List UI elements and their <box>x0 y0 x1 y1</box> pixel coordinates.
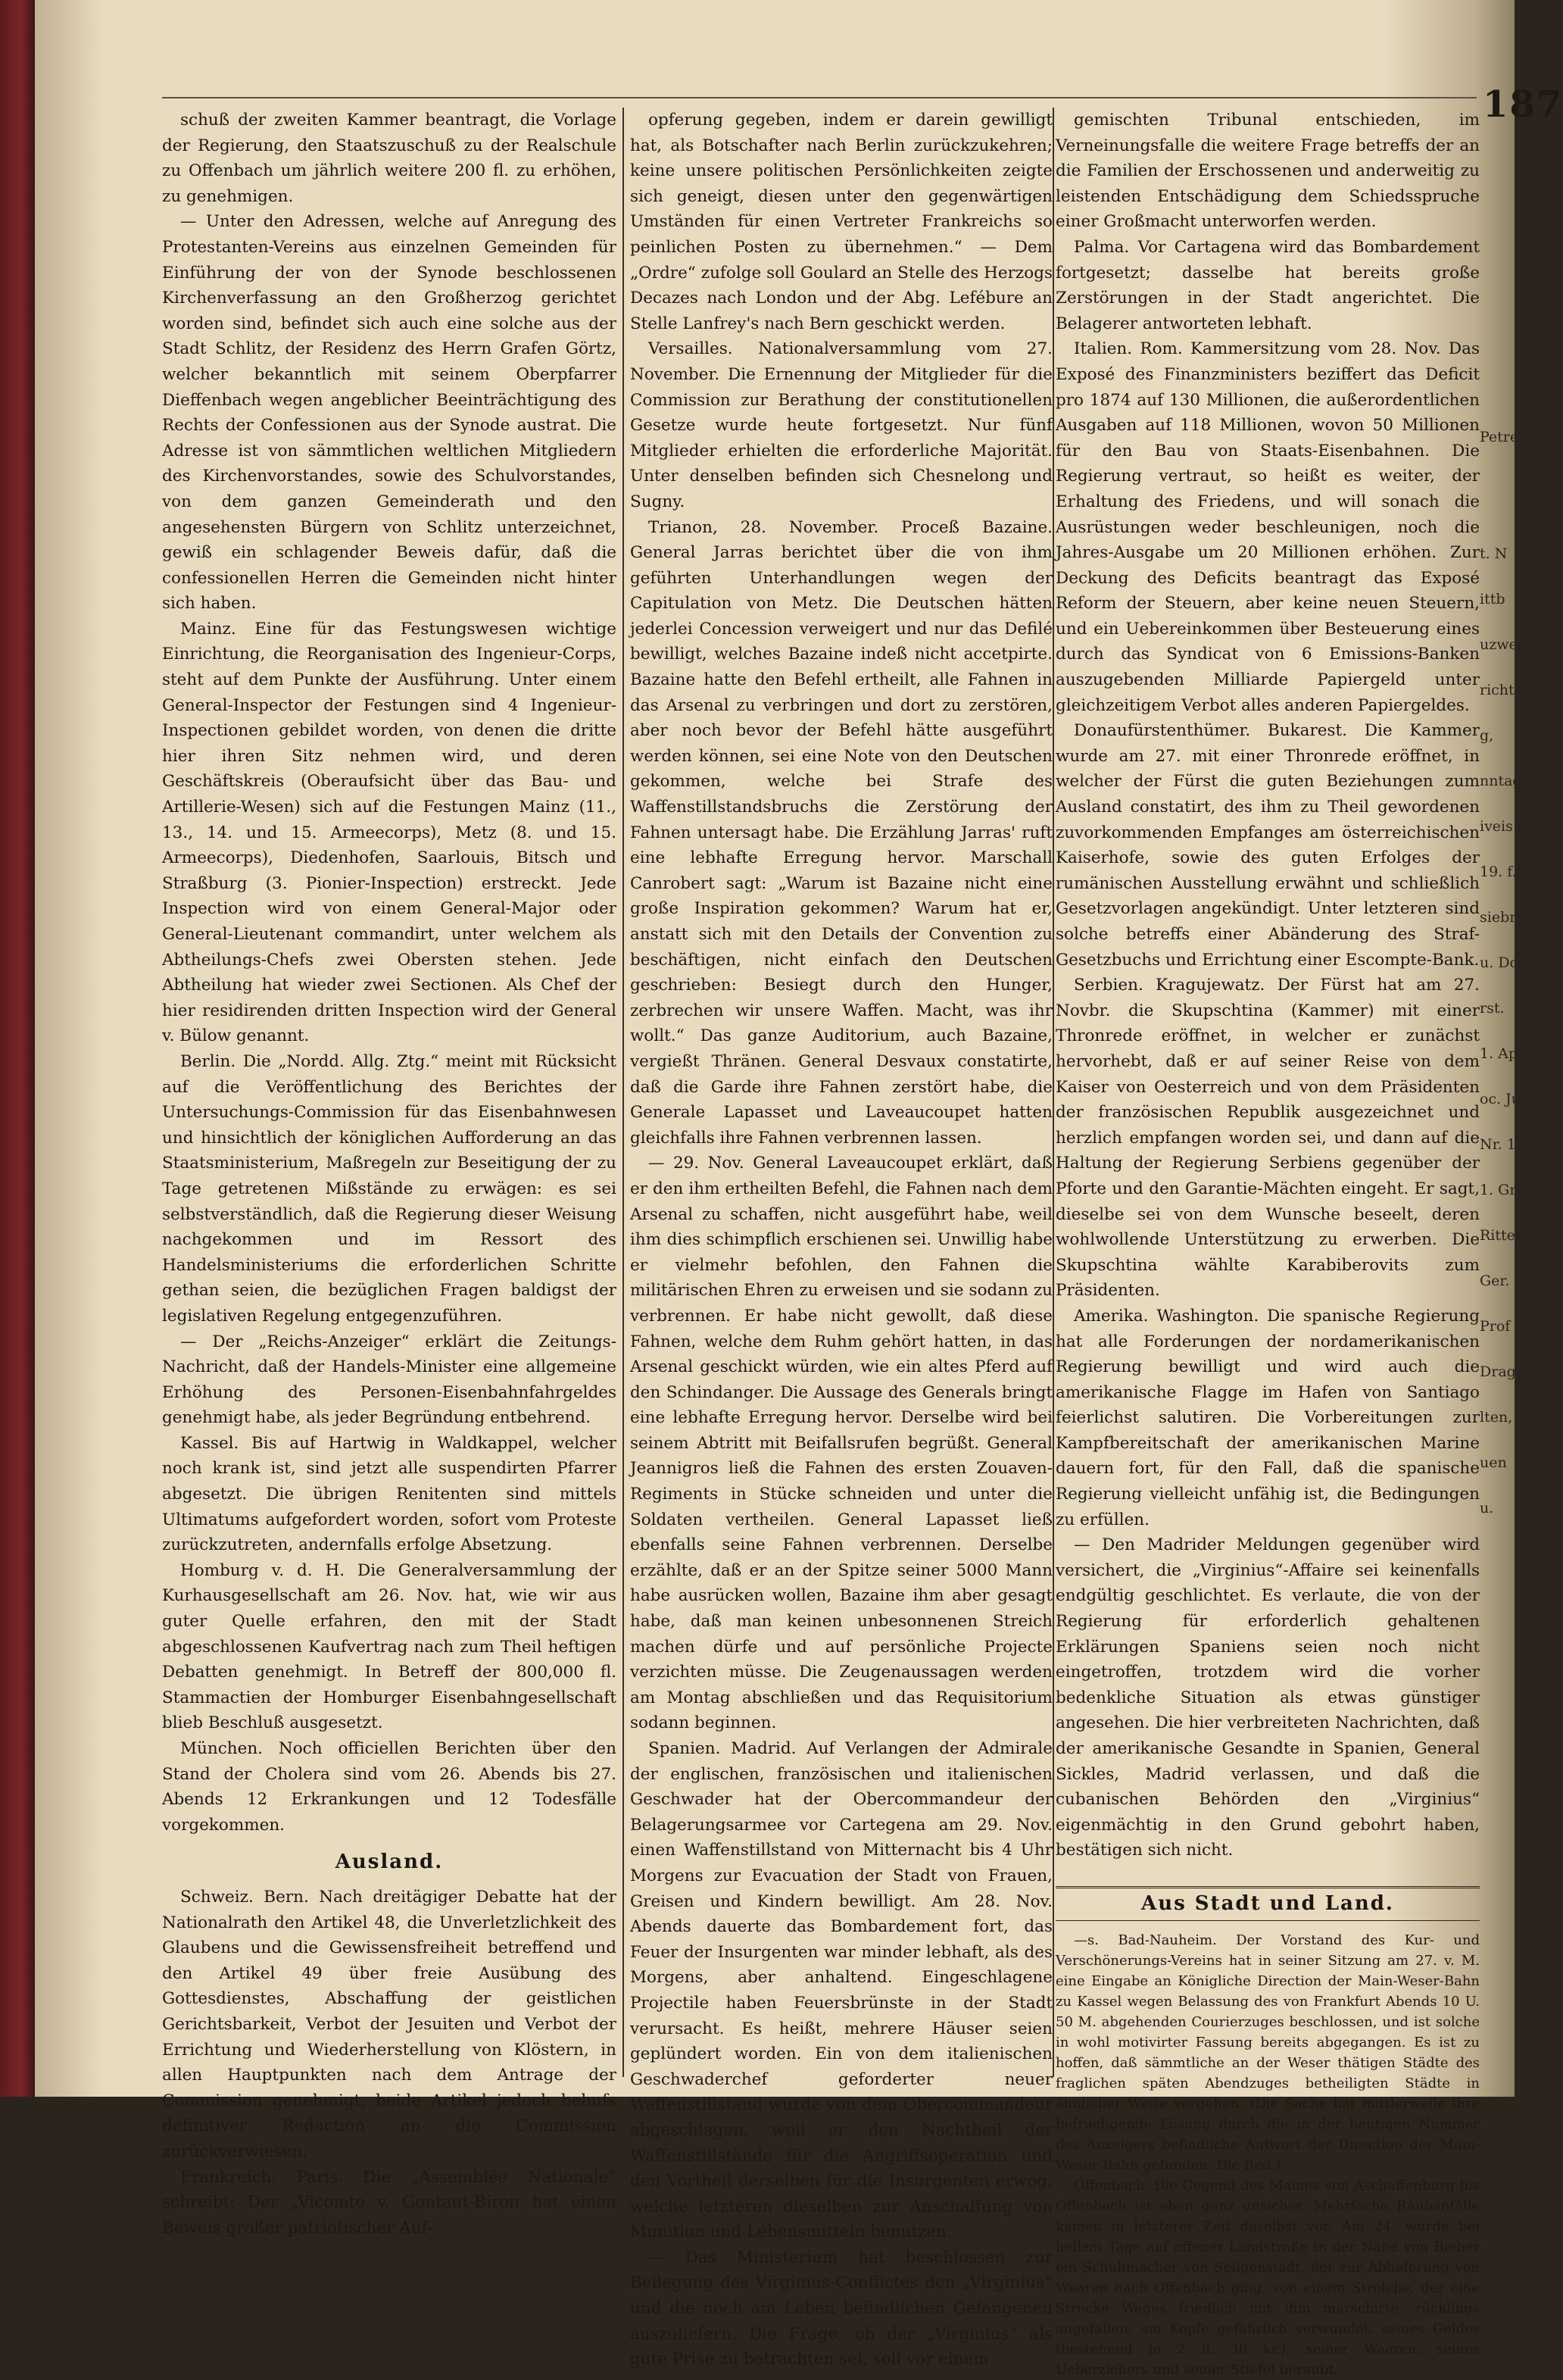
header-rule <box>162 97 1480 98</box>
margin-fragment: uen <box>1480 1454 1507 1471</box>
article-paragraph: Mainz. Eine für das Festungswesen wichtige Einrichtung, die Reorganisation des Ingenieur-Corps, steht auf dem Punkte der Ausführung. Unter einem General-Inspector der Festungen sind 4 Ingenieur-Inspectionen gebildet worden, von denen die dritte hier ihren Sitz nehmen wird, und deren Geschäftskreis (Oberaufsicht über das Bau- und Artillerie-Wesen) sich auf die Festungen Mainz (11., 13., 14. und 15. Armeecorps), Metz (8. und 15. Armeecorps), Diedenhofen, Saarlouis, Bitsch und Straßburg (3. Pionier-Inspection) erstreckt. Jede Inspection wird von einem General-Major oder General-Lieutenant commandirt, unter welchem als Abtheilungs-Chefs zwei Obersten stehen. Jede Abtheilung hat wieder zwei Sectionen. Als Chef der hier residirenden dritten Inspection wird der General v. Bülow genannt. <box>162 619 616 1046</box>
column-rule-1 <box>622 108 624 2077</box>
article-paragraph: Italien. Rom. Kammersitzung vom 28. Nov. Das Exposé des Finanzministers beziffert das Deficit pro 1874 auf 130 Millionen, die außerordentlichen Ausgaben auf 118 Millionen, wovon 50 Millionen für den Bau von Staats-Eisenbahnen. Die Regierung vertraut, so heißt es weiter, der Erhaltung des Friedens, und will sonach die Ausrüstungen weder beschleunigen, noch die Jahres-Ausgabe um 20 Millionen erhöhen. Zur Deckung des Deficits beantragt das Exposé Reform der Steuern, aber keine neuen Steuern, und ein Uebereinkommen über Besteuerung eines durch das Syndicat von 6 Emissions-Banken auszugebenden Milliarde Papiergeld unter gleichzeitigem Verbot alles anderen Papiergeldes. <box>1056 339 1480 715</box>
margin-fragment: Ger. <box>1480 1273 1510 1289</box>
article-paragraph: Palma. Vor Cartagena wird das Bombardement fortgesetzt; dasselbe hat bereits große Zerstörungen in der Stadt angerichtet. Die Belagerer antworteten lebhaft. <box>1056 237 1480 333</box>
article-paragraph: Frankreich. Paris. Die „Assemblée Nationale“ schreibt: Der „Vicomte v. Gontaut-Biron hat einen Beweis großer patriotischer Auf- <box>162 2167 616 2238</box>
margin-fragment: iveis <box>1480 818 1513 835</box>
article-paragraph: — Unter den Adressen, welche auf Anregung des Protestanten-Vereins aus einzelnen Gemeinden für Einführung der von der Synode beschlossenen Kirchenverfassung an den Großherzog gerichtet worden sind, befindet sich auch eine solche aus der Stadt Schlitz, der Residenz des Herrn Grafen Görtz, welcher bekanntlich mit seinem Oberpfarrer Dieffenbach wegen angeblicher Beeinträchtigung des Rechts der Confessionen aus der Synode austrat. Die Adresse ist von sämmtlichen weltlichen Mitgliedern des Kirchenvorstandes, sowie des Schulvorstandes, von dem ganzen Gemeinderath und den angesehensten Bürgern von Schlitz unterzeichnet, gewiß ein schlagender Beweis dafür, daß die confessionellen Herren die Gemeinden nicht hinter sich haben. <box>162 212 616 614</box>
next-page-margin-fragments <box>1480 424 1545 1712</box>
article-paragraph: Amerika. Washington. Die spanische Regierung hat alle Forderungen der nordamerikanischen Regierung bewilligt und wird auch die amerikanische Flagge im Hafen von Santiago feierlichst salutiren. Die Vorbereitungen zur Kampfbereitschaft der amerikanischen Marine dauern fort, für den Fall, daß die spanische Regierung vielleicht unfähig ist, die Bedingungen zu erfüllen. <box>1056 1306 1480 1529</box>
margin-fragment: Petrei <box>1480 429 1524 445</box>
scanner-binding-edge <box>0 0 35 2097</box>
margin-fragment: richtsb <box>1480 682 1531 698</box>
article-paragraph: Trianon, 28. November. Proceß Bazaine. General Jarras berichtet über die von ihm geführten Unterhandlungen wegen der Capitulation von Metz. Die Deutschen hätten jederlei Concession verweigert und nur das Defilé bewilligt, welches Bazaine indeß nicht accetpirte. Bazaine hatte den Befehl ertheilt, alle Fahnen in das Arsenal zu verbringen und dort zu zerstören, aber noch bevor der Befehl hätte ausgeführt werden können, sei eine Note von den Deutschen gekommen, welche bei Strafe des Waffenstillstandsbruchs die Zerstörung der Fahnen untersagt habe. Die Erzählung Jarras' ruft eine lebhafte Erregung hervor. Marschall Canrobert sagt: „Warum ist Bazaine nicht eine große Inspiration gekommen? Warum hat er, anstatt sich mit den Details der Convention zu beschäftigen, nicht einfach den Deutschen geschrieben: Besiegt durch den Hunger, zerbrechen wir unsere Waffen. Macht, was ihr wollt.“ Das ganze Auditorium, auch Bazaine, vergießt Thränen. General Desvaux constatirte, daß die Garde ihre Fahnen zerstört habe, die Generale Lapasset und Laveaucoupet hatten gleichfalls ihre Fahnen verbrennen lassen. <box>630 517 1053 1148</box>
margin-fragment: oc. Ju <box>1480 1091 1521 1107</box>
article-paragraph: gemischten Tribunal entschieden, im Verneinungsfalle die weitere Frage betreffs der an die Familien der Erschossenen und anderweitig zu leistenden Entschädigung dem Schiedsspruche einer Großmacht unterworfen werden. <box>1056 111 1480 232</box>
article-paragraph: — Den Madrider Meldungen gegenüber wird versichert, die „Virginius“-Affaire sei keinenfalls endgültig geschlichtet. Es verlaute, die von der Regierung für erforderlich gehaltenen Erklärungen Spaniens seien noch nicht eingetroffen, trotzdem wird die vorher bedenkliche Situation als etwas günstiger angesehen. Die hier verbreiteten Nachrichten, daß der amerikanische Gesandte in Spanien, General Sickles, Madrid verlassen, und daß die cubanischen Behörden den „Virginius“ eigenmächtig in den Grund gebohrt haben, bestätigen sich nicht. <box>1056 1535 1480 1860</box>
article-paragraph: — Der „Reichs-Anzeiger“ erklärt die Zeitungs-Nachricht, daß der Handels-Minister eine allgemeine Erhöhung des Personen-Eisenbahnfahrgeldes genehmigt habe, als jeder Begründung entbehrend. <box>162 1332 616 1428</box>
article-paragraph: Offenbach. Die Gegend des Maines von Aschaffenburg bis Offenbach ist eben ganz unsicher. Mehrfache Raubanfälle kamen in letzterer Zeit daselbst vor. Am 24. wurde bei hellem Tage auf offener Landstraße in der Nähe von Bieber ein Schuhmacher von Seligenstadt, der zur Ablieferung von Waaren nach Offenbach ging, von einem Strolche, der eine Strecke Weges friedlich mit ihm marschirte, rücklings angefallen, am Kopfe gefährlich verwundet, seines Geldes (bestehend in 2 fl. 30 kr.), seiner Waaren, seines Ueberziehers und seiner Stiefel beraubt. <box>1056 2177 1480 2378</box>
article-paragraph: Spanien. Madrid. Auf Verlangen der Admirale der englischen, französischen und italienischen Geschwader hat der Obercommandeur der Belagerungsarmee vor Cartegena am 29. Nov. einen Waffenstillstand von Mitternacht bis 4 Uhr Morgens zur Evacuation der Stadt von Frauen, Greisen und Kindern bewilligt. Am 28. Nov. Abends dauerte das Bombardement fort, das Feuer der Insurgenten war minder lebhaft, als des Morgens, aber anhaltend. Eingeschlagene Projectile haben Feuersbrünste in der Stadt verursacht. Es heißt, mehrere Häuser seien geplündert worden. Ein von dem italienischen Geschwaderchef geforderter neuer Waffenstillstand wurde von dem Obercommandeur abgeschlagen, weil er den Nachtheil der Waffenstillstände für die Angriffsoperation und den Vortheil derselben für die Insurgenten erwog, welche letzteren dieselben zur Anschaffung von Munition und Lebensmitteln benutzen. <box>630 1739 1053 2242</box>
column-3 <box>1056 108 1480 2378</box>
page-number: 187 <box>1483 83 1563 126</box>
article-paragraph: — Das Ministerium hat beschlossen zur Beilegung des Virginius-Conflictes den „Virginius“ und die noch am Leben befindlichen Gefangenen auszuliefern. Die Frage, ob der „Virginius“ als gute Prise zu betrachten sei, soll vor einem <box>630 2247 1053 2369</box>
margin-fragment: Drag <box>1480 1363 1516 1380</box>
margin-fragment: 19. f. <box>1480 864 1517 880</box>
margin-fragment: Nr. 1 <box>1480 1136 1516 1153</box>
article-paragraph: Versailles. Nationalversammlung vom 27. November. Die Ernennung der Mitglieder für die Commission zur Berathung der constitutionellen Gesetze wurde heute fortgesetzt. Nur fünf Mitglieder erhielten die erforderliche Majorität. Unter denselben befinden sich Chesnelong und Sugny. <box>630 339 1053 511</box>
margin-fragment: siebr <box>1480 909 1517 926</box>
article-paragraph: Kassel. Bis auf Hartwig in Waldkappel, welcher noch krank ist, sind jetzt alle suspendirten Pfarrer abgesetzt. Die übrigen Renitenten sind mittels Ultimatums aufgefordert worden, sofort vom Proteste zurückzutreten, andernfalls erfolge Absetzung. <box>162 1433 616 1555</box>
margin-fragment: lten, <box>1480 1409 1513 1426</box>
article-paragraph: schuß der zweiten Kammer beantragt, die Vorlage der Regierung, den Staatszuschuß zu der Realschule zu Offenbach um jährlich weitere 200 fl. zu erhöhen, zu genehmigen. <box>162 111 616 206</box>
margin-fragment: uzweigst <box>1480 636 1545 653</box>
article-paragraph: Homburg v. d. H. Die Generalversammlung der Kurhausgesellschaft am 26. Nov. hat, wie wir aus guter Quelle erfahren, den mit der Stadt abgeschlossenen Kaufvertrag nach zum Theil heftigen Debatten genehmigt. In Betreff der 800,000 fl. Stammactien der Homburger Eisenbahngesellschaft blieb Beschluß ausgesetzt. <box>162 1560 616 1733</box>
margin-fragment: t. N <box>1480 545 1508 562</box>
section-heading: Ausland. <box>335 1851 444 1874</box>
margin-fragment: ittb <box>1480 591 1505 607</box>
column-2 <box>630 108 1053 2369</box>
margin-fragment: Ritter <box>1480 1227 1522 1244</box>
article-paragraph: opferung gegeben, indem er darein gewilligt hat, als Botschafter nach Berlin zurückzukehren; keine unsere politischen Persönlichkeiten zeigte sich geneigt, diesen unter den gegenwärtigen Umständen für einen Vertreter Frankreichs so peinlichen Posten zu übernehmen.“ — Dem „Ordre“ zufolge soll Goulard an Stelle des Herzogs Decazes nach London und der Abg. Lefébure an Stelle Lanfrey's nach Bern geschickt werden. <box>630 111 1053 333</box>
margin-fragment: rst. <box>1480 1000 1505 1017</box>
article-paragraph: Serbien. Kragujewatz. Der Fürst hat am 27. Novbr. die Skupschtina (Kammer) mit einer Thronrede eröffnet, in welcher er zunächst hervorhebt, daß er auf seiner Reise von dem Kaiser von Oesterreich und von dem Präsidenten der französischen Republik ausgezeichnet und herzlich empfangen worden sei, und dann auf die Haltung der Regierung Serbiens gegenüber der Pforte und den Garantie-Mächten eingeht. Er sagt, dieselbe sei von dem Wunsche beseelt, deren wohlwollende Unterstützung zu erwerben. Die Skupschtina wählte Karabiberovits zum Präsidenten. <box>1056 976 1480 1301</box>
section-heading: Aus Stadt und Land. <box>1056 1886 1480 1921</box>
margin-fragment: nntag <box>1480 773 1522 789</box>
margin-fragment: 1. Gre <box>1480 1182 1525 1198</box>
margin-fragment: u. Do <box>1480 954 1518 971</box>
margin-fragment: u. <box>1480 1500 1494 1516</box>
article-paragraph: Berlin. Die „Nordd. Allg. Ztg.“ meint mit Rücksicht auf die Veröffentlichung des Berichtes der Untersuchungs-Commission für das Eisenbahnwesen und hinsichtlich der königlichen Aufforderung an das Staatsministerium, Maßregeln zur Beseitigung der zu Tage getretenen Mißstände zu erwägen: es sei selbstverständlich, daß die Regierung dieser Weisung nachgekommen und im Ressort des Handelsministeriums die erforderlichen Schritte gethan seien, die bezüglichen Fragen baldigst der legislativen Regelung entgegenzuführen. <box>162 1051 616 1326</box>
article-paragraph: Schweiz. Bern. Nach dreitägiger Debatte hat der Nationalrath den Artikel 48, die Unverletzlichkeit des Glaubens und die Gewissensfreiheit betreffend und den Artikel 49 über freie Ausübung des Gottesdienstes, Abschaffung der geistlichen Gerichtsbarkeit, Verbot der Jesuiten und Verbot der Errichtung und Wiederherstellung von Klöstern, in allen Hauptpunkten nach dem Antrage der Commission genehmigt, beide Artikel jedoch behufs definitiver Redaction an die Commission zurückverwiesen. <box>162 1887 616 2161</box>
article-paragraph: — 29. Nov. General Laveaucoupet erklärt, daß er den ihm ertheilten Befehl, die Fahnen nach dem Arsenal zu schaffen, nicht ausgeführt habe, weil ihm dies schimpflich erschienen sei. Unwillig habe er vielmehr befohlen, den Fahnen die militärischen Ehren zu erweisen und sie sodann zu verbrennen. Er habe nicht gewollt, daß diese Fahnen, welche dem Ruhm gehört hatten, in das Arsenal geschickt würden, wie ein altes Pferd auf den Schindanger. Die Aussage des Generals bringt eine lebhafte Erregung hervor. Derselbe wird bei seinem Abtritt mit Beifallsrufen begrüßt. General Jeannigros ließ die Fahnen des ersten Zouaven-Regiments in Stücke schneiden und unter die Soldaten vertheilen. General Lapasset ließ ebenfalls seine Fahnen verbrennen. Derselbe erzählte, daß er an der Spitze seiner 5000 Mann habe ausrücken wollen, Bazaine ihm aber gesagt habe, daß man keinen unbesonnenen Streich machen dürfe und auf persönliche Projecte verzichten müsse. Die Zeugenaussagen werden am Montag abschließen und das Requisitorium sodann beginnen. <box>630 1154 1053 1733</box>
column-rule-2 <box>1053 108 1054 2077</box>
article-paragraph: Donaufürstenthümer. Bukarest. Die Kammer wurde am 27. mit einer Thronrede eröffnet, in welcher der Fürst die guten Beziehungen zum Ausland constatirt, des ihm zu Theil gewordenen zuvorkommenden Empfanges am österreichischen Kaiserhofe, sowie des guten Erfolges der rumänischen Ausstellung erwähnt und schließlich Gesetzvorlagen angekündigt. Unter letzteren sind solche betreffs einer Abänderung des Straf-Gesetzbuchs und Errichtung einer Escompte-Bank. <box>1056 721 1480 970</box>
article-paragraph: —s. Bad-Nauheim. Der Vorstand des Kur- und Verschönerungs-Vereins hat in seiner Sitzung am 27. v. M. eine Eingabe an Königliche Direction der Main-Weser-Bahn zu Kassel wegen Belassung des von Frankfurt Abends 10 U. 50 M. abgehenden Courierzuges beschlossen, und ist solche in wohl motivirter Fassung bereits abgegangen. Es ist zu hoffen, daß sämmtliche an der Weser thätigen Städte des fraglichen späten Abendzuges betheiligten Städte in ähnlicher Weise vorgehen. (Die Sache hat mittlerweile ihre befriedigende Lösung durch die in der heutigen Nummer des Anzeigers befindliche Antwort der Direction der Main-Weser-Bahn gefunden. Die Red.) <box>1056 1932 1480 2173</box>
margin-fragment: Prof <box>1480 1318 1511 1335</box>
margin-fragment: 1. Apr <box>1480 1045 1525 1062</box>
article-paragraph: München. Noch officiellen Berichten über den Stand der Cholera sind vom 26. Abends bis 27. Abends 12 Erkrankungen und 12 Todesfälle vorgekommen. <box>162 1739 616 1835</box>
margin-fragment: g, <box>1480 727 1494 744</box>
column-1 <box>162 108 616 2238</box>
